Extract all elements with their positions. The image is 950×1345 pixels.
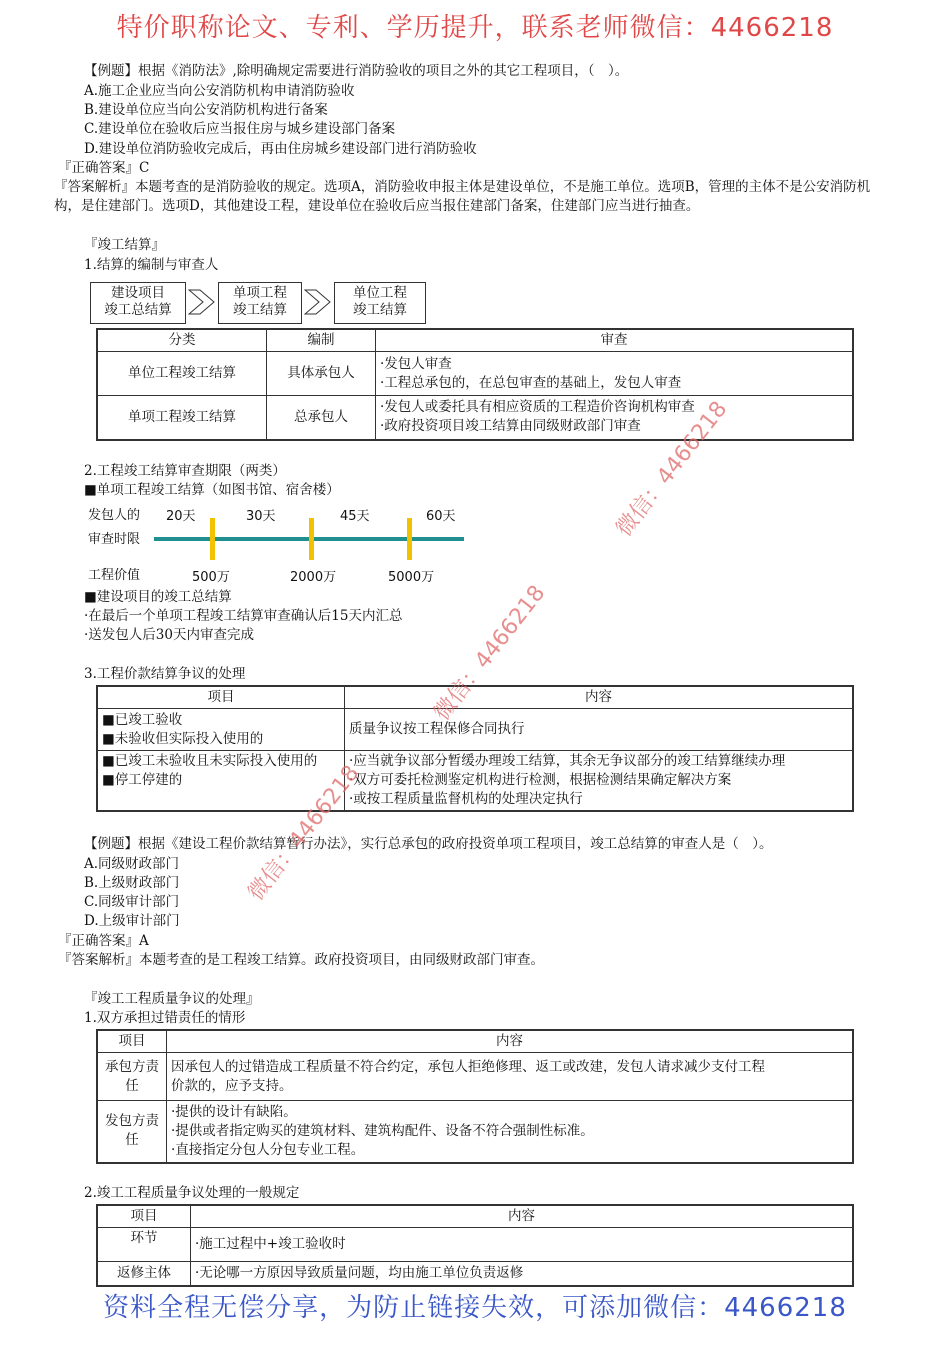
table-header-cell: 项目 xyxy=(97,1030,167,1053)
example2-answer: 『正确答案』A xyxy=(58,933,149,949)
timeline-marker xyxy=(407,518,412,560)
example2-option-c: C.同级审计部门 xyxy=(84,894,180,910)
watermark: 微信：4466218 xyxy=(429,580,551,726)
timeline-day: 60天 xyxy=(426,509,456,524)
table-row xyxy=(97,709,853,751)
dispute-table xyxy=(96,685,854,812)
example1-answer: 『正确答案』C xyxy=(58,160,150,176)
table-row xyxy=(97,1228,853,1262)
watermark: 微信：4466218 xyxy=(243,760,365,906)
table-header-row xyxy=(97,1030,853,1053)
table-row xyxy=(97,1053,853,1101)
table-row xyxy=(97,751,853,812)
example2-analysis: 『答案解析』本题考查的是工程竣工结算。政府投资项目，由同级财政部门审查。 xyxy=(58,952,544,968)
timeline-day: 30天 xyxy=(246,509,276,524)
table-header-cell: 内容 xyxy=(345,686,854,709)
table-cell: 质量争议按工程保修合同执行 xyxy=(345,709,854,751)
example1-option-a: A.施工企业应当向公安消防机构申请消防验收 xyxy=(84,83,355,99)
table-header-cell: 审查 xyxy=(376,329,854,352)
timeline-bottom-label: 工程价值 xyxy=(88,568,141,583)
quality-sub2: 2.竣工工程质量争议处理的一般规定 xyxy=(84,1185,300,1201)
table-header-cell: 项目 xyxy=(97,686,345,709)
total-point: ·送发包人后30天内审查完成 xyxy=(84,627,254,643)
table-cell: ·提供的设计有缺陷。 ·提供或者指定购买的建筑材料、建筑构配件、设备不符合强制性标准。 ·直接指定分包人分包专业工程。 xyxy=(167,1101,854,1163)
table-header-cell: 项目 xyxy=(97,1205,191,1228)
table-cell: 因承包人的过错造成工程质量不符合约定，承包人拒绝修理、返工或改建，发包人请求减少支付工程 价款的，应予支持。 xyxy=(167,1053,854,1101)
quality-table-2 xyxy=(96,1204,854,1287)
table-header-cell: 内容 xyxy=(191,1205,854,1228)
table-cell: ·无论哪一方原因导致质量问题，均由施工单位负责返修 xyxy=(191,1262,854,1286)
flow-box-unit: 单位工程 竣工结算 xyxy=(334,282,426,324)
table-cell: 具体承包人 xyxy=(267,352,376,396)
table-cell: 返修主体 xyxy=(97,1262,191,1286)
example2-option-b: B.上级财政部门 xyxy=(84,875,180,891)
table-cell: ·应当就争议部分暂缓办理竣工结算，其余无争议部分的竣工结算继续办理 ·双方可委托检测鉴定机构进行检测，根据检测结果确定解决方案 ·或按工程质量监督机构的处理决定执行 xyxy=(345,751,854,812)
chevron-right-icon xyxy=(188,288,218,316)
quality-table-1 xyxy=(96,1029,854,1164)
flow-box-project: 建设项目 竣工总结算 xyxy=(90,282,186,324)
table-row xyxy=(97,1262,853,1286)
table-cell: ■已竣工验收 ■未验收但实际投入使用的 xyxy=(97,709,345,751)
table-cell: ■已竣工未验收且未实际投入使用的 ■停工停建的 xyxy=(97,751,345,812)
example1-option-d: D.建设单位消防验收完成后，再由住房城乡建设部门进行消防验收 xyxy=(84,141,477,157)
table-cell: 总承包人 xyxy=(267,396,376,440)
table-header-cell: 分类 xyxy=(97,329,267,352)
timeline-marker xyxy=(210,518,215,560)
settlement-sub3: 3.工程价款结算争议的处理 xyxy=(84,666,246,682)
timeline-value: 2000万 xyxy=(290,570,337,585)
total-item-heading: ■建设项目的竣工总结算 xyxy=(84,589,232,605)
top-banner: 特价职称论文、专利、学历提升，联系老师微信：4466218 xyxy=(116,13,834,43)
table-header-row xyxy=(97,1205,853,1228)
table-row xyxy=(97,352,853,396)
table-cell: 环节 xyxy=(97,1228,191,1262)
table-header-row xyxy=(97,329,853,352)
example2-question: 【例题】根据《建设工程价款结算暂行办法》，实行总承包的政府投资单项工程项目，竣工总结算的审查人是（ ）。 xyxy=(84,836,773,852)
single-item-heading: ■单项工程竣工结算（如图书馆、宿舍楼） xyxy=(84,482,340,498)
timeline-marker xyxy=(309,518,314,560)
table-header-cell: 编制 xyxy=(267,329,376,352)
timeline-value: 500万 xyxy=(192,570,230,585)
timeline-left-label-2: 审查时限 xyxy=(88,532,141,547)
watermark: 微信：4466218 xyxy=(611,396,733,542)
example1-option-b: B.建设单位应当向公安消防机构进行备案 xyxy=(84,102,328,118)
timeline-day: 20天 xyxy=(166,509,196,524)
table-cell: 承包方责 任 xyxy=(97,1053,167,1101)
table-header-cell: 内容 xyxy=(167,1030,854,1053)
settlement-sub2: 2.工程竣工结算审查期限（两类） xyxy=(84,463,286,479)
table-cell: ·施工过程中+竣工验收时 xyxy=(191,1228,854,1262)
total-point: ·在最后一个单项工程竣工结算审查确认后15天内汇总 xyxy=(84,608,403,624)
timeline-left-label-1: 发包人的 xyxy=(88,508,141,523)
settlement-sub1: 1.结算的编制与审查人 xyxy=(84,257,219,273)
bottom-banner: 资料全程无偿分享，为防止链接失效，可添加微信：4466218 xyxy=(103,1293,847,1323)
settlement-heading: 『竣工结算』 xyxy=(84,237,165,253)
example2-option-a: A.同级财政部门 xyxy=(84,856,180,872)
table-row xyxy=(97,1101,853,1163)
table-cell: ·发包人审查 ·工程总承包的，在总包审查的基础上，发包人审查 xyxy=(376,352,854,396)
flow-box-single-item: 单项工程 竣工结算 xyxy=(218,282,302,324)
quality-sub1: 1.双方承担过错责任的情形 xyxy=(84,1010,246,1026)
example1-option-c: C.建设单位在验收后应当报住房与城乡建设部门备案 xyxy=(84,121,396,137)
settlement-table xyxy=(96,328,854,441)
table-cell: ·发包人或委托具有相应资质的工程造价咨询机构审查 ·政府投资项目竣工结算由同级财政部门审查 xyxy=(376,396,854,440)
timeline-value: 5000万 xyxy=(388,570,435,585)
table-cell: 单项工程竣工结算 xyxy=(97,396,267,440)
table-cell: 发包方责 任 xyxy=(97,1101,167,1163)
quality-heading: 『竣工工程质量争议的处理』 xyxy=(84,991,260,1007)
table-row xyxy=(97,396,853,440)
example1-question: 【例题】根据《消防法》,除明确规定需要进行消防验收的项目之外的其它工程项目，（ ）。 xyxy=(84,63,629,79)
example2-option-d: D.上级审计部门 xyxy=(84,913,180,929)
timeline-bar xyxy=(150,510,470,562)
chevron-right-icon xyxy=(304,288,334,316)
table-cell: 单位工程竣工结算 xyxy=(97,352,267,396)
timeline-day: 45天 xyxy=(340,509,370,524)
example1-analysis: 『答案解析』本题考查的是消防验收的规定。选项A，消防验收申报主体是建设单位，不是施工单位。选项B，管理的主体不是公安消防机构，是住建部门。选项D，其他建设工程，建设单位在验收后应当报住建部门备案，住建部门应当进行抽查。 xyxy=(54,179,871,214)
